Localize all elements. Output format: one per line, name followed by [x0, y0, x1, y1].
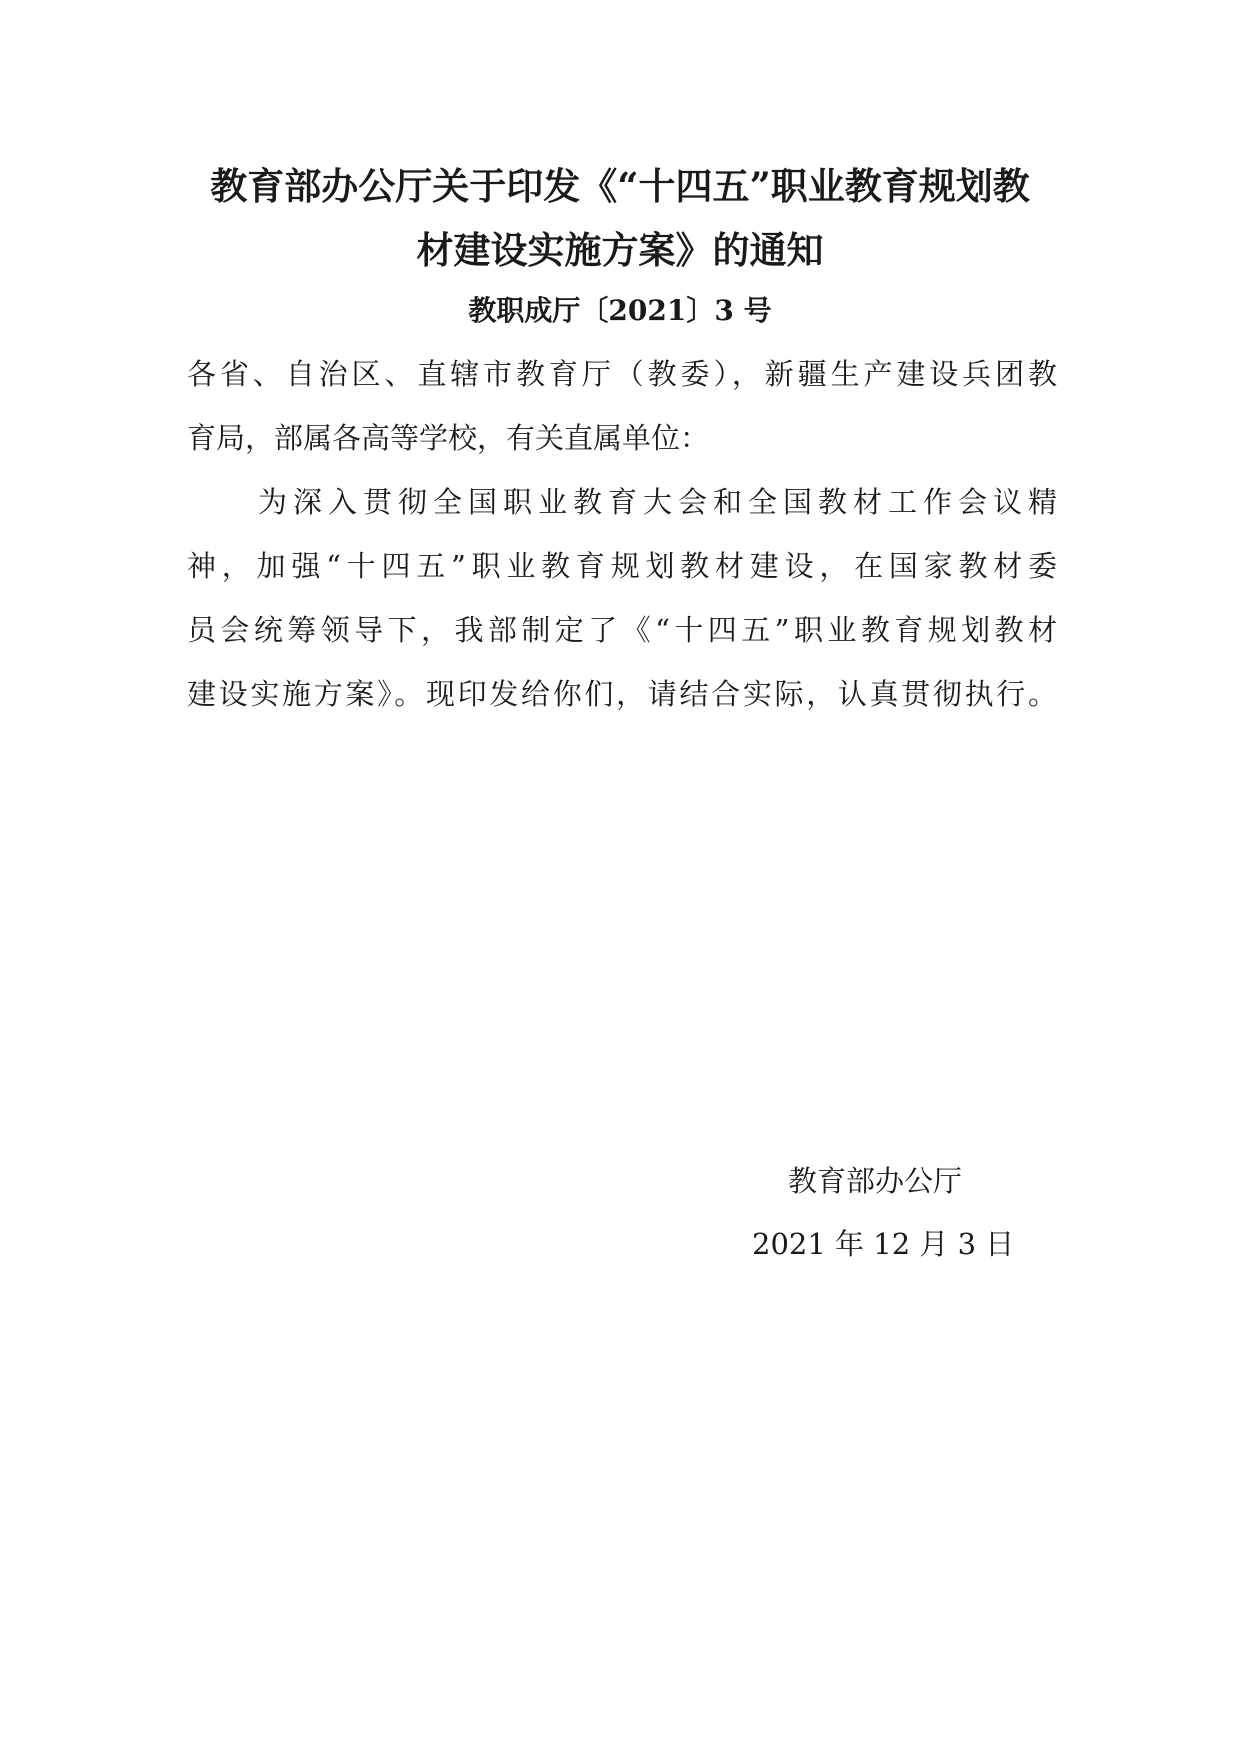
document-title-line-2: 材建设实施方案》的通知 — [416, 228, 824, 272]
body-line: 员会统筹领导下，我部制定了《“十四五”职业教育规划教材 — [187, 613, 1057, 647]
document-number: 教职成厅〔2021〕3 号 — [468, 294, 772, 327]
addressee-line: 各省、自治区、直辖市教育厅（教委），新疆生产建设兵团教 — [187, 357, 1057, 391]
signature-organization: 教育部办公厅 — [788, 1164, 963, 1198]
body-line: 建设实施方案》。现印发给你们，请结合实际，认真贯彻执行。 — [187, 677, 1057, 711]
signature-date: 2021 年 12 月 3 日 — [752, 1227, 1015, 1261]
addressee-line: 育局，部属各高等学校，有关直属单位： — [187, 421, 710, 455]
body-line: 为深入贯彻全国职业教育大会和全国教材工作会议精 — [258, 485, 1057, 519]
body-line: 神，加强“十四五”职业教育规划教材建设，在国家教材委 — [187, 549, 1057, 583]
document-title-line-1: 教育部办公厅关于印发《“十四五”职业教育规划教 — [210, 164, 1030, 208]
